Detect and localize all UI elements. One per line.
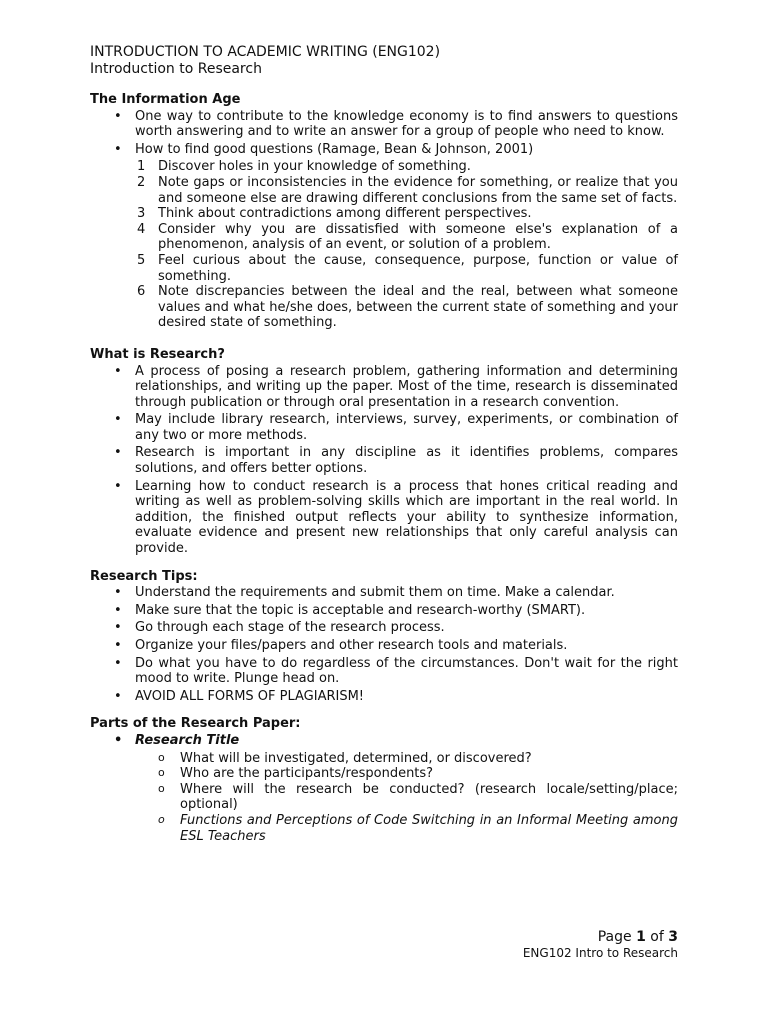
sub-item-example: o Functions and Perceptions of Code Switching in an Informal Meeting among ESL Teachers	[90, 813, 678, 844]
current-page: 1	[636, 929, 646, 945]
numbered-item	[90, 253, 678, 284]
numbered-item	[90, 159, 678, 175]
course-title: INTRODUCTION TO ACADEMIC WRITING (ENG102)	[90, 44, 441, 60]
list-item: • AVOID ALL FORMS OF PLAGIARISM!	[90, 689, 678, 705]
list-item: • Organize your files/papers and other research tools and materials.	[90, 638, 678, 654]
item-number: 5	[137, 252, 146, 268]
item-number: 3	[137, 206, 146, 222]
item-number: 1	[137, 159, 146, 175]
list-item: • One way to contribute to the knowledge economy is to find answers to questions worth answering and to write an answer for a group of people who need to know.	[90, 109, 678, 140]
numbered-item	[90, 206, 678, 222]
bullet-list	[90, 109, 678, 158]
document-page	[90, 44, 678, 844]
footer-doc-label: ENG102 Intro to Research	[522, 946, 678, 960]
list-item: • May include library research, interviews, survey, experiments, or combination of any two or more methods.	[90, 412, 678, 443]
sub-item: o Where will the research be conducted? (research locale/setting/place; optional)	[90, 782, 678, 813]
section-research-tips	[90, 569, 678, 705]
section-heading: Parts of the Research Paper:	[90, 716, 301, 732]
numbered-item	[90, 284, 678, 331]
numbered-item	[90, 222, 678, 253]
page-word: Page	[597, 929, 632, 945]
section-parts-of-paper	[90, 716, 678, 844]
of-word: of	[650, 929, 664, 945]
topic-title: Introduction to Research	[90, 61, 262, 77]
sub-list	[90, 751, 678, 845]
list-item: • Understand the requirements and submit them on time. Make a calendar.	[90, 585, 678, 601]
sub-item: o Who are the participants/respondents?	[90, 766, 678, 782]
list-item: • Go through each stage of the research process.	[90, 620, 678, 636]
bullet-list	[90, 585, 678, 704]
section-what-is-research	[90, 347, 678, 557]
bullet-list	[90, 733, 678, 749]
item-text: Feel curious about the cause, consequence, purpose, function or value of something.	[158, 252, 678, 284]
list-item: • Research is important in any discipline as it identifies problems, compares solutions, and offers better options.	[90, 445, 678, 476]
sub-item: o What will be investigated, determined, or discovered?	[90, 751, 678, 767]
page-footer	[523, 929, 678, 961]
list-item: • Do what you have to do regardless of the circumstances. Don't wait for the right mood to write. Plunge head on.	[90, 656, 678, 687]
list-item-research-title: • Research Title	[90, 733, 678, 749]
list-item: • Make sure that the topic is acceptable and research-worthy (SMART).	[90, 603, 678, 619]
numbered-list	[90, 159, 678, 331]
numbered-item	[90, 175, 678, 206]
item-number: 6	[137, 284, 146, 300]
item-number: 2	[137, 174, 146, 190]
item-number: 4	[137, 221, 146, 237]
item-text: Discover holes in your knowledge of something.	[158, 159, 471, 175]
list-item: • How to find good questions (Ramage, Bean & Johnson, 2001)	[90, 142, 678, 158]
item-text: Note discrepancies between the ideal and the real, between what someone values and what he/she does, between the current state of something and your desired state of something.	[158, 284, 678, 331]
item-text: Consider why you are dissatisfied with someone else's explanation of a phenomenon, analysis of an event, or solution of a problem.	[158, 221, 678, 253]
bullet-list	[90, 364, 678, 557]
page-number	[523, 929, 678, 946]
list-item: • A process of posing a research problem, gathering information and determining relationships, and writing up the paper. Most of the time, research is disseminated through publication or through oral presentation in a research convention.	[90, 364, 678, 411]
section-heading: The Information Age	[90, 92, 241, 107]
item-text: Think about contradictions among different perspectives.	[158, 206, 532, 222]
section-information-age	[90, 92, 678, 331]
section-heading: Research Tips:	[90, 568, 198, 584]
item-text: Note gaps or inconsistencies in the evidence for something, or realize that you and someone else are drawing different conclusions from the same set of facts.	[158, 174, 678, 206]
section-heading: What is Research?	[90, 346, 225, 362]
list-item: • Learning how to conduct research is a process that hones critical reading and writing as well as problem-solving skills which are important in the real world. In addition, the finished output reflects your ability to synthesize information, evaluate evidence and present new relationships that only careful analysis can provide.	[90, 479, 678, 557]
total-pages: 3	[668, 929, 678, 945]
